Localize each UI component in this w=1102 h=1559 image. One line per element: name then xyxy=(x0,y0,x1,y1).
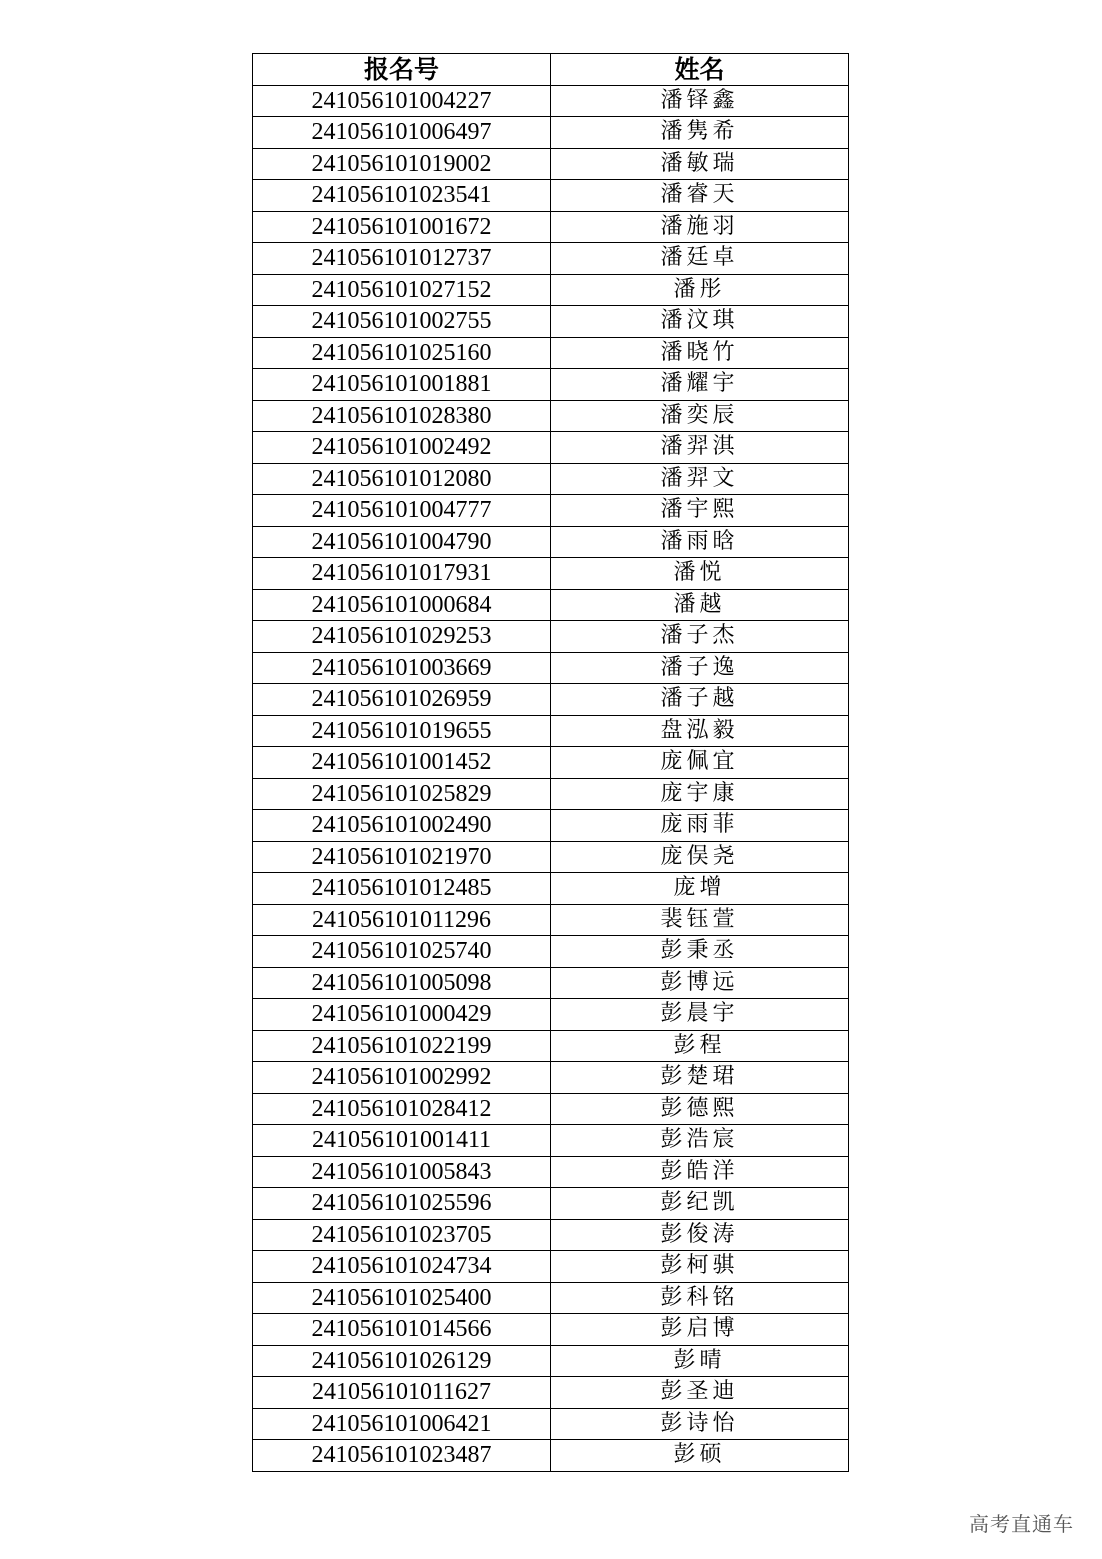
table-row xyxy=(253,589,849,621)
table-row xyxy=(253,1377,849,1409)
name-cell: 潘睿天 xyxy=(551,180,849,212)
name-cell: 彭圣迪 xyxy=(551,1377,849,1409)
registration-number-cell: 241056101014566 xyxy=(253,1314,551,1346)
table-row xyxy=(253,715,849,747)
name-cell: 彭启博 xyxy=(551,1314,849,1346)
registration-number-cell: 241056101025829 xyxy=(253,778,551,810)
table-row xyxy=(253,1030,849,1062)
table-row xyxy=(253,1093,849,1125)
name-cell: 彭博远 xyxy=(551,967,849,999)
name-cell: 庞雨菲 xyxy=(551,810,849,842)
name-cell: 庞俣尧 xyxy=(551,841,849,873)
table-row xyxy=(253,1188,849,1220)
column-header-name: 姓名 xyxy=(551,54,849,86)
table-row xyxy=(253,180,849,212)
registration-number-cell: 241056101012737 xyxy=(253,243,551,275)
registration-number-cell: 241056101011627 xyxy=(253,1377,551,1409)
registration-number-cell: 241056101017931 xyxy=(253,558,551,590)
registration-number-cell: 241056101002492 xyxy=(253,432,551,464)
registration-number-cell: 241056101028412 xyxy=(253,1093,551,1125)
registration-number-cell: 241056101006421 xyxy=(253,1408,551,1440)
name-cell: 彭楚珺 xyxy=(551,1062,849,1094)
table-row xyxy=(253,1314,849,1346)
name-cell: 彭晴 xyxy=(551,1345,849,1377)
table-row xyxy=(253,1156,849,1188)
table-body xyxy=(253,85,849,1471)
table-row xyxy=(253,621,849,653)
name-cell: 潘彤 xyxy=(551,274,849,306)
table-row xyxy=(253,558,849,590)
table-row xyxy=(253,243,849,275)
registration-number-cell: 241056101002755 xyxy=(253,306,551,338)
table-header-row xyxy=(253,54,849,86)
name-cell: 潘廷卓 xyxy=(551,243,849,275)
registration-number-cell: 241056101000684 xyxy=(253,589,551,621)
table-row xyxy=(253,1125,849,1157)
table-row xyxy=(253,1251,849,1283)
registration-number-cell: 241056101004790 xyxy=(253,526,551,558)
registration-number-cell: 241056101001672 xyxy=(253,211,551,243)
registration-number-cell: 241056101025740 xyxy=(253,936,551,968)
name-cell: 潘晓竹 xyxy=(551,337,849,369)
registration-number-cell: 241056101005843 xyxy=(253,1156,551,1188)
table-row xyxy=(253,1282,849,1314)
name-cell: 彭晨宇 xyxy=(551,999,849,1031)
registration-number-cell: 241056101026129 xyxy=(253,1345,551,1377)
table-row xyxy=(253,148,849,180)
name-cell: 彭程 xyxy=(551,1030,849,1062)
registration-table xyxy=(252,53,849,1472)
name-cell: 潘雨晗 xyxy=(551,526,849,558)
registration-number-cell: 241056101023487 xyxy=(253,1440,551,1472)
registration-number-cell: 241056101001881 xyxy=(253,369,551,401)
name-cell: 彭柯骐 xyxy=(551,1251,849,1283)
table-row xyxy=(253,400,849,432)
name-cell: 彭诗怡 xyxy=(551,1408,849,1440)
registration-number-cell: 241056101029253 xyxy=(253,621,551,653)
table-row xyxy=(253,999,849,1031)
table-row xyxy=(253,211,849,243)
name-cell: 彭纪凯 xyxy=(551,1188,849,1220)
name-cell: 潘子逸 xyxy=(551,652,849,684)
registration-number-cell: 241056101028380 xyxy=(253,400,551,432)
table-row xyxy=(253,684,849,716)
table-row xyxy=(253,1219,849,1251)
table-row xyxy=(253,1408,849,1440)
registration-number-cell: 241056101023705 xyxy=(253,1219,551,1251)
table-row xyxy=(253,778,849,810)
table-row xyxy=(253,936,849,968)
table-row xyxy=(253,369,849,401)
watermark-text: 高考直通车 xyxy=(969,1512,1074,1536)
registration-number-cell: 241056101025596 xyxy=(253,1188,551,1220)
table-row xyxy=(253,85,849,117)
table-row xyxy=(253,495,849,527)
registration-number-cell: 241056101001452 xyxy=(253,747,551,779)
registration-number-cell: 241056101000429 xyxy=(253,999,551,1031)
table-row xyxy=(253,904,849,936)
name-cell: 彭科铭 xyxy=(551,1282,849,1314)
name-cell: 彭秉丞 xyxy=(551,936,849,968)
name-cell: 彭俊涛 xyxy=(551,1219,849,1251)
registration-number-cell: 241056101004777 xyxy=(253,495,551,527)
table-row xyxy=(253,652,849,684)
registration-number-cell: 241056101023541 xyxy=(253,180,551,212)
name-cell: 潘奕辰 xyxy=(551,400,849,432)
table-row xyxy=(253,432,849,464)
table-row xyxy=(253,117,849,149)
name-cell: 潘子越 xyxy=(551,684,849,716)
registration-number-cell: 241056101004227 xyxy=(253,85,551,117)
name-cell: 潘羿文 xyxy=(551,463,849,495)
name-cell: 潘敏瑞 xyxy=(551,148,849,180)
registration-number-cell: 241056101005098 xyxy=(253,967,551,999)
registration-number-cell: 241056101022199 xyxy=(253,1030,551,1062)
table-row xyxy=(253,1440,849,1472)
table-row xyxy=(253,306,849,338)
name-cell: 潘隽希 xyxy=(551,117,849,149)
table-row xyxy=(253,967,849,999)
table-row xyxy=(253,1345,849,1377)
name-cell: 潘子杰 xyxy=(551,621,849,653)
name-cell: 彭德熙 xyxy=(551,1093,849,1125)
name-cell: 潘羿淇 xyxy=(551,432,849,464)
table-row xyxy=(253,841,849,873)
table-row xyxy=(253,873,849,905)
registration-number-cell: 241056101012485 xyxy=(253,873,551,905)
registration-number-cell: 241056101019002 xyxy=(253,148,551,180)
name-cell: 庞佩宜 xyxy=(551,747,849,779)
name-cell: 潘越 xyxy=(551,589,849,621)
registration-number-cell: 241056101025160 xyxy=(253,337,551,369)
registration-number-cell: 241056101019655 xyxy=(253,715,551,747)
registration-number-cell: 241056101002490 xyxy=(253,810,551,842)
name-cell: 庞宇康 xyxy=(551,778,849,810)
registration-number-cell: 241056101006497 xyxy=(253,117,551,149)
table-row xyxy=(253,337,849,369)
name-cell: 彭硕 xyxy=(551,1440,849,1472)
name-cell: 彭皓洋 xyxy=(551,1156,849,1188)
column-header-registration-number: 报名号 xyxy=(253,54,551,86)
registration-number-cell: 241056101002992 xyxy=(253,1062,551,1094)
table-row xyxy=(253,463,849,495)
name-cell: 潘施羽 xyxy=(551,211,849,243)
registration-number-cell: 241056101025400 xyxy=(253,1282,551,1314)
name-cell: 庞增 xyxy=(551,873,849,905)
registration-number-cell: 241056101003669 xyxy=(253,652,551,684)
registration-number-cell: 241056101027152 xyxy=(253,274,551,306)
registration-number-cell: 241056101021970 xyxy=(253,841,551,873)
table-row xyxy=(253,526,849,558)
registration-number-cell: 241056101026959 xyxy=(253,684,551,716)
name-cell: 潘耀宇 xyxy=(551,369,849,401)
table-row xyxy=(253,274,849,306)
table-row xyxy=(253,810,849,842)
table-row xyxy=(253,1062,849,1094)
name-cell: 潘铎鑫 xyxy=(551,85,849,117)
registration-number-cell: 241056101011296 xyxy=(253,904,551,936)
name-cell: 裴钰萱 xyxy=(551,904,849,936)
name-cell: 彭浩宸 xyxy=(551,1125,849,1157)
registration-number-cell: 241056101024734 xyxy=(253,1251,551,1283)
registration-number-cell: 241056101001411 xyxy=(253,1125,551,1157)
registration-number-cell: 241056101012080 xyxy=(253,463,551,495)
name-cell: 潘宇熙 xyxy=(551,495,849,527)
name-cell: 盘泓毅 xyxy=(551,715,849,747)
table-row xyxy=(253,747,849,779)
name-cell: 潘汶琪 xyxy=(551,306,849,338)
name-cell: 潘悦 xyxy=(551,558,849,590)
